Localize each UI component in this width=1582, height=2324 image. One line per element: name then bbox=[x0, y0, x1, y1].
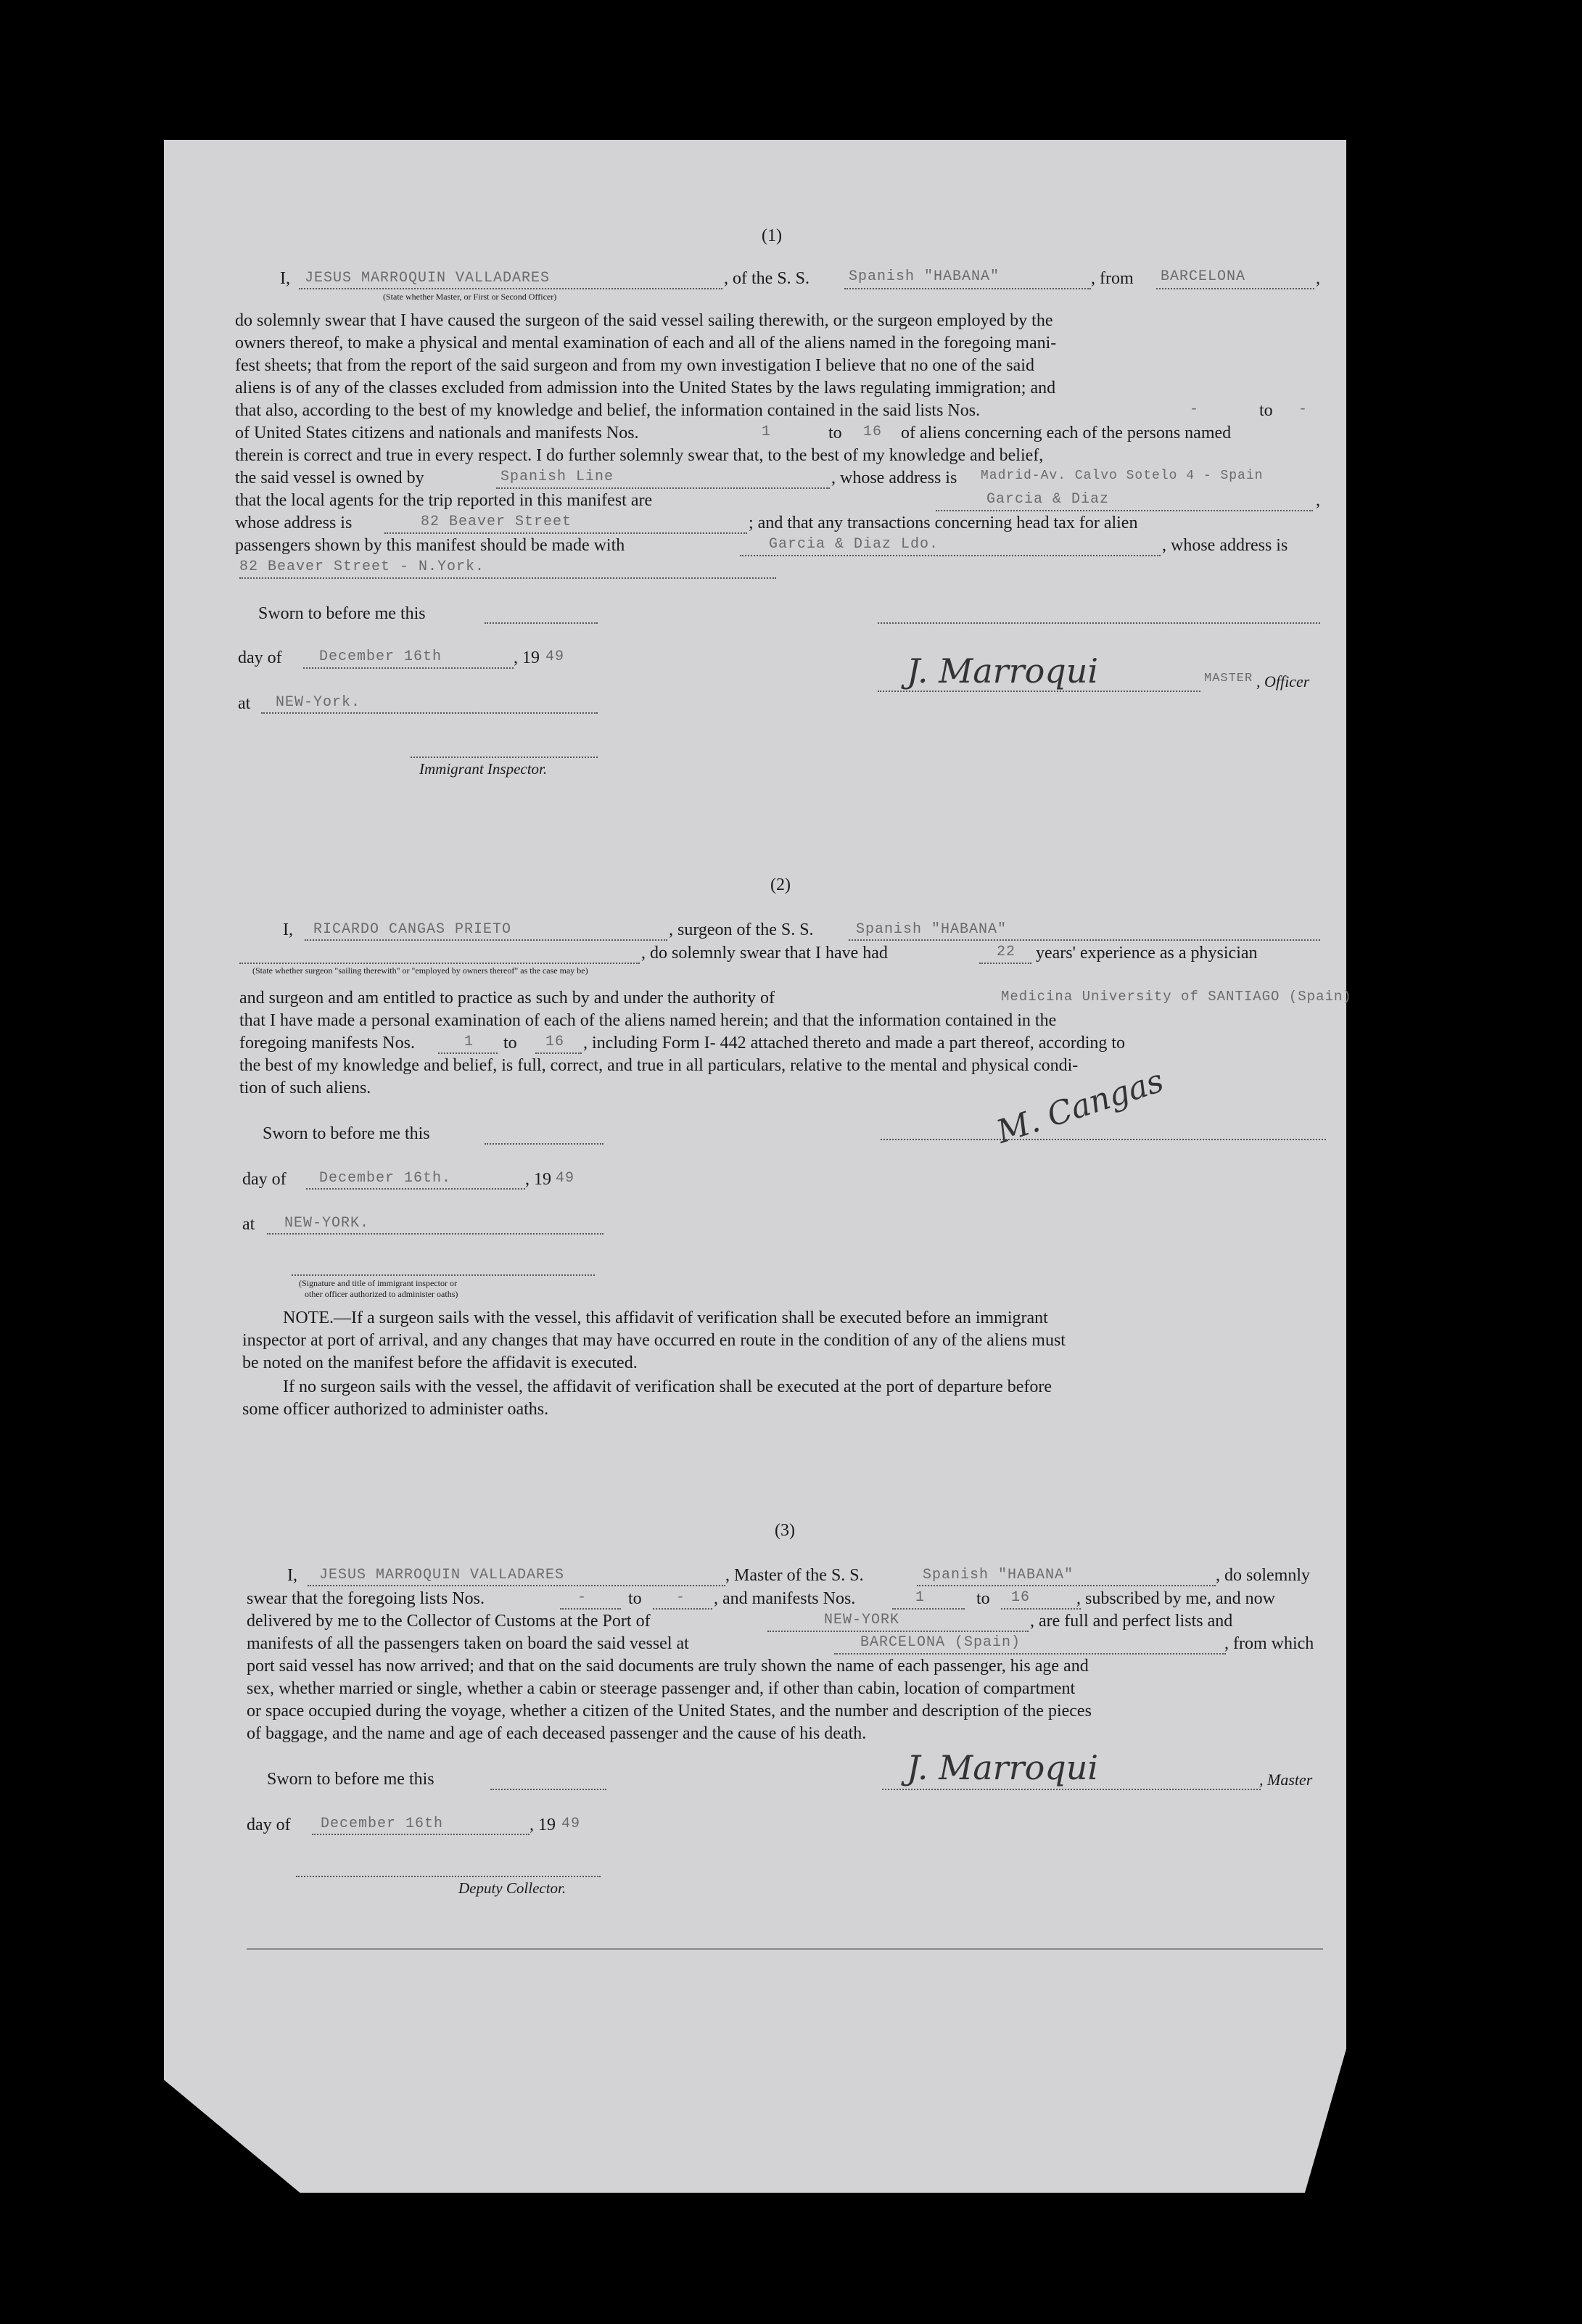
s2-body: foregoing manifests Nos. bbox=[239, 1034, 415, 1052]
s2-sig-caption: (Signature and title of immigrant inspector or bbox=[299, 1278, 457, 1288]
s2-years-line bbox=[979, 963, 1031, 964]
s2-inspector-line bbox=[292, 1274, 595, 1276]
s1-body-line: aliens is of any of the classes excluded from admission into the United States by the laws regulating immigration; and bbox=[235, 379, 1056, 397]
s1-head-tax-agent-line bbox=[740, 555, 1161, 556]
s2-sworn-line bbox=[485, 1143, 603, 1145]
s3-line3-prefix: delivered by me to the Collector of Customs at the Port of bbox=[247, 1612, 651, 1631]
s1-manifests-to-label: to bbox=[828, 424, 842, 442]
s3-lists-to-line bbox=[653, 1608, 712, 1610]
s1-sworn-line bbox=[485, 622, 598, 624]
punch-hole bbox=[1388, 1494, 1423, 1529]
s1-ship-line bbox=[844, 288, 1091, 289]
s2-note: (State whether surgeon "sailing therewith" or "employed by owners thereof" as the case may be) bbox=[252, 965, 588, 976]
s3-prefix: I, bbox=[287, 1566, 297, 1585]
s1-owner-line bbox=[496, 487, 830, 489]
s2-man-to-line bbox=[535, 1052, 582, 1054]
s3-man-to-line bbox=[1001, 1608, 1081, 1610]
s2-body: the best of my knowledge and belief, is full, correct, and true in all particulars, relative to the mental and physical condi- bbox=[239, 1056, 1079, 1075]
s2-place: NEW-YORK. bbox=[284, 1215, 370, 1232]
s2-authority: Medicina University of SANTIAGO (Spain) bbox=[1001, 989, 1352, 1005]
s3-lists-from: - bbox=[577, 1589, 588, 1606]
s1-lists-to: - bbox=[1298, 401, 1309, 418]
s2-ship-line bbox=[849, 939, 1320, 941]
s1-at: at bbox=[238, 694, 251, 713]
s2-date-line bbox=[306, 1188, 525, 1190]
s1-from-line bbox=[1156, 288, 1314, 289]
s1-inspector-line bbox=[411, 757, 598, 758]
s3-year-prefix: , 19 bbox=[530, 1816, 556, 1834]
s2-signature-line bbox=[881, 1139, 1326, 1140]
s1-body-line: whose address is bbox=[235, 514, 353, 532]
bottom-rule bbox=[247, 1948, 1323, 1950]
s2-man-to: 16 bbox=[545, 1034, 565, 1050]
s3-port: NEW-YORK bbox=[824, 1612, 900, 1628]
s1-lists-to-label: to bbox=[1259, 401, 1273, 420]
s2-years: 22 bbox=[997, 944, 1016, 960]
s1-body-line: owners thereof, to make a physical and mental examination of each and all of the aliens named in the foregoing mani- bbox=[235, 334, 1057, 353]
section-2-number: (2) bbox=[770, 875, 791, 894]
s1-comma-2: , bbox=[1316, 491, 1320, 510]
s1-title-note: (State whether Master, or First or Second Officer) bbox=[383, 292, 557, 302]
s2-year: 49 bbox=[556, 1170, 575, 1187]
s1-sworn: Sworn to before me this bbox=[258, 604, 426, 623]
s1-body-line: that the local agents for the trip reported in this manifest are bbox=[235, 491, 653, 510]
s1-ship: Spanish "HABANA" bbox=[849, 268, 1000, 285]
s2-body: tion of such aliens. bbox=[239, 1079, 371, 1097]
s3-man-from: 1 bbox=[915, 1589, 926, 1606]
s1-officer-line bbox=[878, 691, 1200, 692]
section-3-number: (3) bbox=[775, 1521, 795, 1540]
s2-day-of: day of bbox=[242, 1170, 287, 1189]
s1-master-line bbox=[299, 288, 722, 289]
s2-to-label: to bbox=[503, 1034, 517, 1052]
punch-hole bbox=[1384, 1137, 1419, 1172]
s3-master-name: JESUS MARROQUIN VALLADARES bbox=[319, 1567, 565, 1583]
section-1-number: (1) bbox=[762, 226, 782, 245]
punch-hole bbox=[1375, 196, 1410, 231]
s1-comma: , bbox=[1316, 269, 1320, 288]
s2-surgeon-line bbox=[305, 939, 667, 941]
s1-signature: J. Marroqui bbox=[907, 651, 1099, 691]
s1-agents-address: 82 Beaver Street bbox=[421, 514, 572, 530]
s1-whose-address-label: , whose address is bbox=[1162, 536, 1288, 555]
s2-body: that I have made a personal examination of each of the aliens named herein; and that the information contained in the bbox=[239, 1011, 1057, 1030]
s1-of-ss: , of the S. S. bbox=[724, 269, 810, 288]
s1-owner-address-label: , whose address is bbox=[831, 469, 957, 487]
s3-lists-to: - bbox=[676, 1589, 686, 1606]
s1-body-line: do solemnly swear that I have caused the surgeon of the said vessel sailing therewith, or the surgeon employed by the bbox=[235, 311, 1053, 330]
s3-body-line: sex, whether married or single, whether a cabin or steerage passenger and, if other than cabin, location of compartment bbox=[247, 1679, 1076, 1698]
s1-officer-top-line bbox=[878, 622, 1320, 624]
s1-lists-from: - bbox=[1190, 401, 1200, 418]
s2-sig-caption: other officer authorized to administer oaths) bbox=[305, 1289, 458, 1299]
s3-line2-suffix: , subscribed by me, and now bbox=[1076, 1589, 1275, 1608]
s1-officer-label: , Officer bbox=[1256, 672, 1310, 691]
s2-years-suffix: years' experience as a physician bbox=[1036, 944, 1258, 963]
s2-rank-line bbox=[239, 963, 640, 964]
s1-from-port: BARCELONA bbox=[1161, 268, 1246, 285]
s1-manifests-from: 1 bbox=[762, 424, 772, 440]
s3-manifests-label: , and manifests Nos. bbox=[714, 1589, 856, 1608]
s3-line4-suffix: , from which bbox=[1224, 1634, 1314, 1653]
s1-agents-line bbox=[936, 510, 1313, 511]
s2-signature: M. Cangas bbox=[992, 1062, 1169, 1151]
s1-inspector: Immigrant Inspector. bbox=[419, 760, 548, 778]
s1-body-line: the said vessel is owned by bbox=[235, 469, 424, 487]
s1-manifests-to: 16 bbox=[863, 424, 883, 440]
s1-officer-rank: MASTER bbox=[1204, 672, 1253, 685]
s1-agents: Garcia & Diaz bbox=[986, 491, 1110, 508]
s3-port-line bbox=[767, 1631, 1029, 1632]
s1-day-of: day of bbox=[238, 648, 282, 667]
s3-master-sig-line bbox=[882, 1789, 1261, 1790]
punch-hole bbox=[1378, 682, 1413, 717]
s1-manifests-suffix: of aliens concerning each of the persons named bbox=[901, 424, 1232, 442]
s3-day-of: day of bbox=[247, 1816, 291, 1834]
s3-lists-from-line bbox=[560, 1608, 621, 1610]
s3-ship-line bbox=[917, 1585, 1216, 1586]
s1-owner: Spanish Line bbox=[500, 469, 614, 485]
s1-agents-address-line bbox=[384, 532, 747, 534]
s1-year-prefix: , 19 bbox=[514, 648, 540, 667]
punch-hole bbox=[1390, 1980, 1425, 2015]
s2-year-prefix: , 19 bbox=[525, 1170, 551, 1189]
s1-body-line: of United States citizens and nationals and manifests Nos. bbox=[235, 424, 639, 442]
s1-place: NEW-York. bbox=[276, 694, 361, 711]
s2-swear: , do solemnly swear that I have had bbox=[641, 944, 888, 963]
s3-line4-prefix: manifests of all the passengers taken on board the said vessel at bbox=[247, 1634, 689, 1653]
s1-master-name: JESUS MARROQUIN VALLADARES bbox=[305, 270, 551, 287]
s2-body: , including Form I- 442 attached thereto and made a part thereof, according to bbox=[583, 1034, 1126, 1052]
s2-man-from-line bbox=[438, 1052, 498, 1054]
s1-body-line: that also, according to the best of my knowledge and belief, the information contained in the said lists Nos. bbox=[235, 401, 981, 420]
s1-body-line: passengers shown by this manifest should be made with bbox=[235, 536, 625, 555]
s2-ship: Spanish "HABANA" bbox=[856, 921, 1008, 938]
s1-head-tax-text: ; and that any transactions concerning head tax for alien bbox=[749, 514, 1138, 532]
s3-master-label: , Master bbox=[1259, 1771, 1313, 1789]
s2-note-line: NOTE.—If a surgeon sails with the vessel, this affidavit of verification shall be executed before an immigrant bbox=[283, 1309, 1048, 1327]
s3-body-line: of baggage, and the name and age of each deceased passenger and the cause of his death. bbox=[247, 1724, 867, 1743]
s3-to-label: to bbox=[628, 1589, 642, 1608]
s3-line2-prefix: swear that the foregoing lists Nos. bbox=[247, 1589, 485, 1608]
s3-ship: Spanish "HABANA" bbox=[923, 1567, 1074, 1583]
s2-surgeon: RICARDO CANGAS PRIETO bbox=[313, 921, 512, 938]
s3-man-from-line bbox=[892, 1608, 965, 1610]
s3-collector: Deputy Collector. bbox=[458, 1879, 567, 1897]
s1-head-tax-agent: Garcia & Diaz Ldo. bbox=[769, 536, 939, 553]
s3-year: 49 bbox=[561, 1816, 581, 1832]
s1-body-line: therein is correct and true in every respect. I do further solemnly swear that, to the best of my knowledge and belief, bbox=[235, 446, 1044, 465]
s2-authority-line: and surgeon and am entitled to practice as such by and under the authority of bbox=[239, 989, 775, 1008]
s2-prefix: I, bbox=[283, 920, 293, 939]
s3-boarded: BARCELONA (Spain) bbox=[860, 1634, 1021, 1651]
s2-note-line: If no surgeon sails with the vessel, the affidavit of verification shall be executed at the port of departure before bbox=[283, 1377, 1052, 1396]
punch-hole bbox=[1390, 1625, 1425, 1660]
s2-sworn: Sworn to before me this bbox=[263, 1124, 430, 1143]
s3-solemnly: , do solemnly bbox=[1216, 1566, 1310, 1585]
s2-man-from: 1 bbox=[464, 1034, 474, 1050]
s2-surgeon-of: , surgeon of the S. S. bbox=[669, 920, 814, 939]
s3-date: December 16th bbox=[321, 1816, 444, 1832]
s2-at: at bbox=[242, 1215, 255, 1234]
s2-note-line: some officer authorized to administer oaths. bbox=[242, 1400, 549, 1419]
s1-place-line bbox=[261, 712, 598, 714]
s1-head-tax-address: 82 Beaver Street - N.York. bbox=[239, 559, 485, 575]
s3-man-to-label: to bbox=[976, 1589, 990, 1608]
s1-year: 49 bbox=[545, 648, 565, 665]
s3-date-line bbox=[312, 1834, 530, 1835]
s2-note-line: be noted on the manifest before the affidavit is executed. bbox=[242, 1353, 638, 1372]
s3-master-line bbox=[308, 1585, 725, 1586]
s1-date: December 16th bbox=[319, 648, 442, 665]
s3-boarded-line bbox=[834, 1653, 1226, 1655]
s3-master-of: , Master of the S. S. bbox=[725, 1566, 864, 1585]
s1-prefix: I, bbox=[280, 269, 290, 288]
s3-sworn-line bbox=[490, 1789, 606, 1790]
s1-body-line: fest sheets; that from the report of the said surgeon and from my own investigation I believe that no one of the said bbox=[235, 356, 1034, 375]
s3-signature: J. Marroqui bbox=[907, 1748, 1099, 1787]
s1-head-tax-address-line bbox=[239, 577, 776, 579]
s3-sworn: Sworn to before me this bbox=[267, 1770, 434, 1789]
s3-line3-suffix: , are full and perfect lists and bbox=[1030, 1612, 1233, 1631]
s1-date-line bbox=[303, 667, 514, 669]
s3-collector-line bbox=[296, 1876, 601, 1877]
s1-from-label: , from bbox=[1091, 269, 1134, 288]
s2-date: December 16th. bbox=[319, 1170, 452, 1187]
s2-note-line: inspector at port of arrival, and any changes that may have occurred en route in the condition of any of the aliens must bbox=[242, 1331, 1066, 1350]
s2-place-line bbox=[267, 1233, 603, 1235]
s3-body-line: or space occupied during the voyage, whether a citizen of the United States, and the number and description of the pieces bbox=[247, 1702, 1092, 1721]
punch-hole bbox=[1377, 809, 1412, 844]
s3-man-to: 16 bbox=[1011, 1589, 1031, 1606]
s3-body-line: port said vessel has now arrived; and that on the said documents are truly shown the name of each passenger, his age and bbox=[247, 1657, 1089, 1676]
punch-hole bbox=[1391, 2111, 1426, 2146]
s1-owner-address: Madrid-Av. Calvo Sotelo 4 - Spain bbox=[981, 469, 1264, 483]
punch-hole bbox=[1377, 326, 1412, 361]
